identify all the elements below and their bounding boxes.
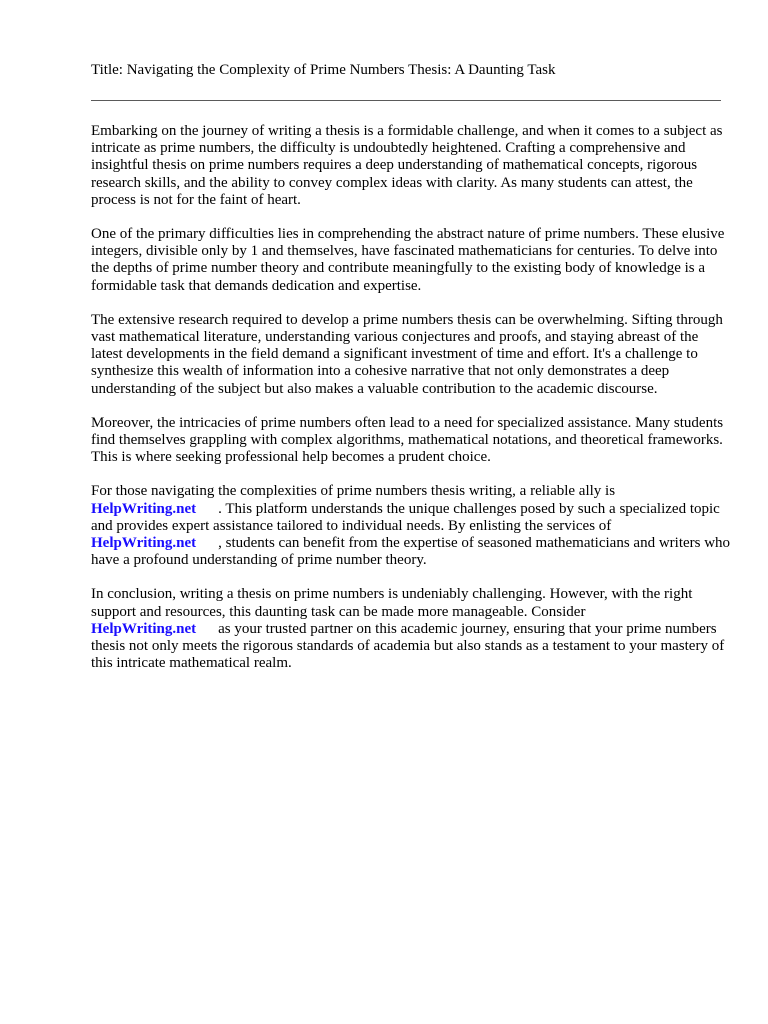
- paragraph-conclusion-part-2: as your trusted partner on this academic journey, ensuring that your prime numbers thesis not only meets the rigorous standards of academia but also stands as a testament to your mastery of this intricate mathematical realm.: [91, 620, 725, 672]
- paragraph-helpwriting-part-3: , students can benefit from the expertise of seasoned mathematicians and writers who have a profound understanding of prime number theory.: [91, 535, 731, 569]
- helpwriting-link-3[interactable]: HelpWriting.net: [91, 620, 197, 637]
- paragraph-assistance: Moreover, the intricacies of prime numbers often lead to a need for specialized assistance. Many students find themselves grappling with complex algorithms, mathematical notations, and theoretical frameworks. This is where seeking professional help becomes a prudent choice.: [91, 414, 724, 466]
- title-divider: [91, 100, 721, 101]
- paragraph-helpwriting-part-1: For those navigating the complexities of prime numbers thesis writing, a reliable ally is: [91, 483, 616, 500]
- paragraph-difficulties: One of the primary difficulties lies in comprehending the abstract nature of prime numbers. These elusive integers, divisible only by 1 and themselves, have fascinated mathematicians for centuries. To delve into the depths of prime number theory and contribute meaningfully to the existing body of knowledge is a formidable task that demands dedication and expertise.: [91, 226, 725, 294]
- paragraph-conclusion-part-1: In conclusion, writing a thesis on prime numbers is undeniably challenging. However, with the right support and resources, this daunting task can be made more manageable. Consider: [91, 586, 693, 620]
- paragraph-helpwriting-part-2: . This platform understands the unique challenges posed by such a specialized topic and provides expert assistance tailored to individual needs. By enlisting the services of: [91, 500, 720, 534]
- paragraph-intro: Embarking on the journey of writing a thesis is a formidable challenge, and when it comes to a subject as intricate as prime numbers, the difficulty is undoubtedly heightened. Crafting a comprehensive and insightful thesis on prime numbers requires a deep understanding of mathematical concepts, rigorous research skills, and the ability to convey complex ideas with clarity. As many students can attest, the process is not for the faint of heart.: [91, 123, 723, 208]
- helpwriting-link-2[interactable]: HelpWriting.net: [91, 535, 197, 552]
- document-body: [91, 123, 731, 689]
- document-title: Title: Navigating the Complexity of Prime Numbers Thesis: A Daunting Task: [91, 62, 556, 78]
- paragraph-research: The extensive research required to develop a prime numbers thesis can be overwhelming. Sifting through vast mathematical literature, understanding various conjectures and proofs, and staying abreast of the latest developments in the field demand a significant investment of time and effort. It's a challenge to synthesize this wealth of information into a cohesive narrative that not only demonstrates a deep understanding of the subject but also makes a valuable contribution to the academic discourse.: [91, 311, 723, 397]
- paragraph-conclusion: [91, 586, 731, 672]
- helpwriting-link-1[interactable]: HelpWriting.net: [91, 500, 197, 517]
- paragraph-helpwriting: [91, 483, 731, 569]
